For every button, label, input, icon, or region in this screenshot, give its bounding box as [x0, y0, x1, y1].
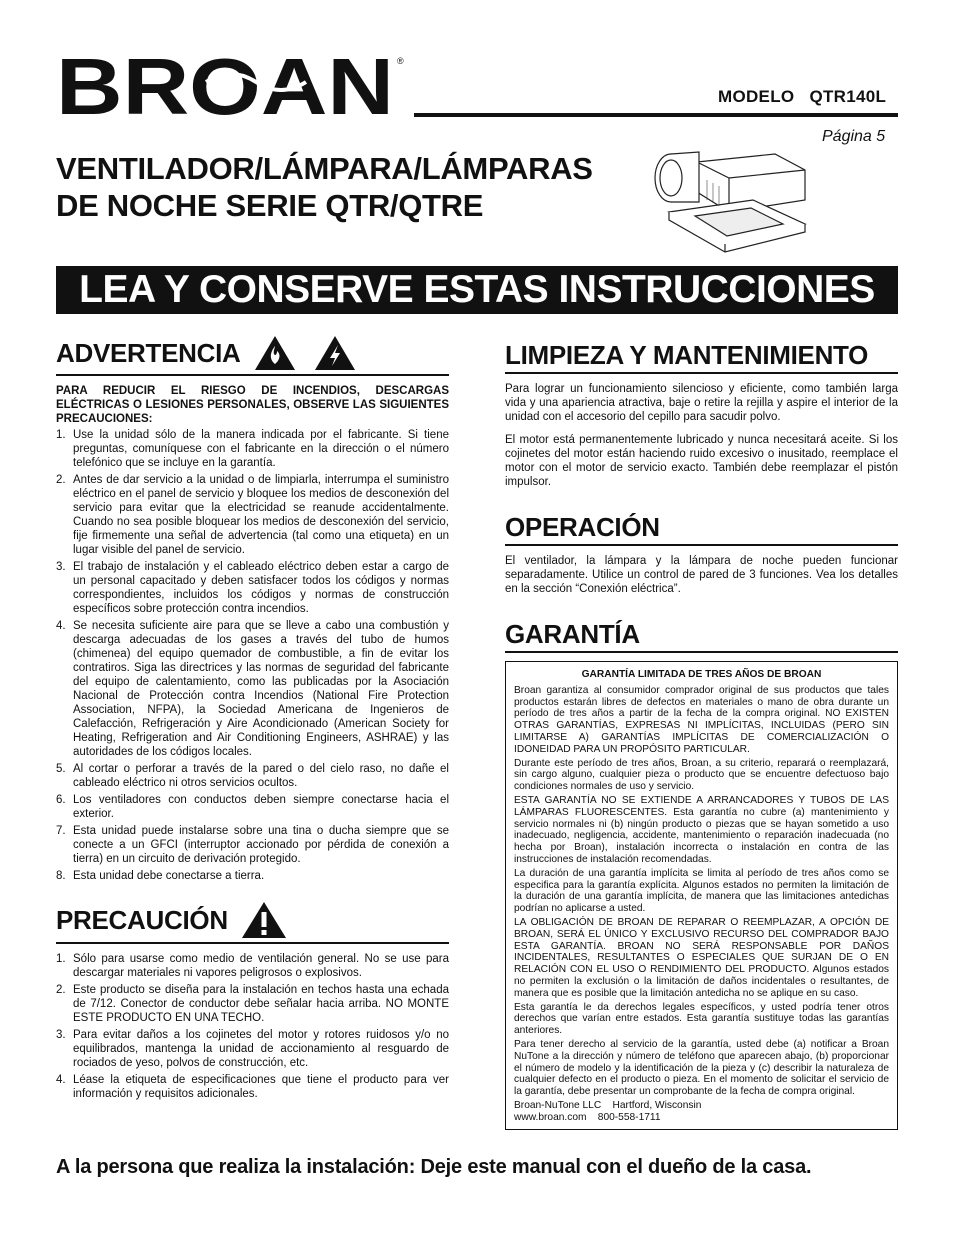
list-item: 4. Se necesita suficiente aire para que se lleve a cabo una combustión y descarga adecuadas de los gases a través del tubo de humos (chimenea) del equipo quemador de combustible, a fin de evitar los contratiros. Siga las directrices y las normas de seguridad del fabricante del equipo de calentamiento, como las publicadas por la Asociación Nacional de Protección contra Incendios (National Fire Protection Association, NFPA), la Sociedad Americana de Ingenieros de Calefacción, Refrigeración y Aire Acondicionado (American Society for Heating, Refrigeration and Air Conditioning Engineers, ASHRAE) y las autoridades de los códigos locales. [56, 620, 449, 758]
list-item: 1. Use la unidad sólo de la manera indicada por el fabricante. Si tiene preguntas, comuníquese con el fabricante en la dirección o el número telefónico que se incluye en la garantía. [56, 429, 449, 469]
broan-logo [56, 52, 406, 120]
limpieza-heading [505, 340, 898, 374]
advertencia-heading [56, 334, 449, 376]
warranty-paragraph: LA OBLIGACIÓN DE BROAN DE REPARAR O REEMPLAZAR, A OPCIÓN DE BROAN, SERÁ EL ÚNICO Y EXCLUSIVO RECURSO DEL COMPRADOR BAJO ESTA GARANTÍA. BROAN NO SERÁ RESPONSABLE POR DAÑOS INCIDENTALES, RESULTANTES O ESPECIALES QUE SURJAN DE O EN RELACIÓN CON EL USO O RENDIMIENTO DEL PRODUCTO. Algunos estados no permiten la exclusión o la limitación de daños incidentales o resultantes, de manera que es posible que la limitación antedicha no se aplique en su caso. [514, 916, 889, 999]
header-rule [414, 113, 898, 117]
operacion-title: OPERACIÓN [505, 512, 660, 542]
warranty-paragraph: Durante este período de tres años, Broan, a su criterio, reparará o reemplazará, sin cargo alguno, cualquier pieza o producto que se encuentre defectuoso bajo condiciones normales de uso y servicio. [514, 757, 889, 793]
limpieza-paragraph-1: Para lograr un funcionamiento silencioso y eficiente, como también larga vida y una apariencia atractiva, baje o retire la rejilla y aspire el interior de la unidad con el accesorio del cepillo para sacudir polvo. [505, 383, 898, 423]
model-number: MODELO QTR140L [718, 87, 887, 106]
list-item: 7. Esta unidad puede instalarse sobre una tina o ducha siempre que se conecte a un GFCI (interruptor accionado por pérdida de conexión a tierra) en un circuito de derivación protegido. [56, 825, 449, 865]
garantia-title: GARANTÍA [505, 619, 640, 649]
precaucion-list [56, 952, 449, 1101]
advertencia-title: ADVERTENCIA [56, 338, 241, 368]
precaucion-title: PRECAUCIÓN [56, 905, 228, 935]
warranty-contact-address: Broan-NuTone LLC Hartford, Wisconsin [514, 1099, 702, 1111]
list-item: 3. Para evitar daños a los cojinetes del motor y rotores ruidosos y/o no equilibrados, mantenga la unidad de accionamiento al resguardo de rociados de yeso, polvos de construcción, etc. [56, 1029, 449, 1069]
title-line-1: VENTILADOR/LÁMPARA/LÁMPARAS [56, 151, 593, 186]
fan-product-illustration [647, 140, 809, 258]
list-item: 3. El trabajo de instalación y el cableado eléctrico deben estar a cargo de un personal capacitado y deben satisfacer todos los códigos y normas correspondientes, incluidos los códigos y normas de construcción específicos sobre protección contra incendios. [56, 561, 449, 615]
warranty-paragraph: La duración de una garantía implícita se limita al período de tres años como se especifica para la garantía explícita. Algunos estados no permiten la limitación de la duración de una garantía implícita, de manera que las limitaciones antedichas podrían no aplicarse a usted. [514, 867, 889, 915]
operacion-paragraph: El ventilador, la lámpara y la lámpara de noche pueden funcionar separadamente. Utilice un control de pared de 3 funciones. Vea los detalles en la sección “Conexión eléctrica”. [505, 555, 898, 595]
list-item: 1. Sólo para usarse como medio de ventilación general. No se use para descargar materiales ni vapores peligrosos o explosivos. [56, 953, 449, 979]
list-item: 2. Este producto se diseña para la instalación en techos hasta una echada de 7/12. Conector de conductor debe señalar hacia arriba. NO MONTE ESTE PRODUCTO EN UNA TECHO. [56, 984, 449, 1024]
svg-text:®: ® [397, 56, 404, 66]
warranty-paragraph: Esta garantía le da derechos legales específicos, y usted podría tener otros derechos que varían entre estados. Esta garantía sustituye todas las garantías anteriores. [514, 1001, 889, 1037]
left-column [56, 334, 449, 1104]
fire-warning-icon [253, 334, 297, 372]
garantia-heading [505, 619, 898, 653]
precaucion-heading [56, 900, 449, 944]
list-item: 2. Antes de dar servicio a la unidad o de limpiarla, interrumpa el suministro eléctrico en el panel de servicio y bloquee los medios de desconexión del servicio para evitar que la electricidad se reanude accidentalmente. Cuando no sea posible bloquear los medios de desconexión del servicio, fije firmemente una señal de advertencia (tal como una etiqueta) en un lugar visible del panel de servicio. [56, 474, 449, 556]
warranty-paragraph: Broan garantiza al consumidor comprador original de sus productos que tales productos estarán libres de defectos en materiales o mano de obra durante un período de tres años a partir de la fecha de la compra original. NO EXISTEN OTRAS GARANTÍAS, EXPRESAS NI IMPLÍCITAS, INCLUIDAS (PERO SIN LIMITARSE A) GARANTÍAS IMPLÍCITAS DE COMERCIALIZACIÓN O IDONEIDAD PARA UN PROPÓSITO PARTICULAR. [514, 684, 889, 755]
installer-note: A la persona que realiza la instalación: Deje este manual con el dueño de la casa. [56, 1156, 812, 1178]
page-number: Página 5 [822, 128, 886, 145]
svg-text:BROAN: BROAN [56, 52, 394, 120]
list-item: 6. Los ventiladores con conductos deben siempre conectarse hacia el exterior. [56, 794, 449, 820]
list-item: 8. Esta unidad debe conectarse a tierra. [56, 870, 265, 882]
warranty-contact-web-phone: www.broan.com 800-558-1711 [514, 1111, 661, 1123]
limpieza-title: LIMPIEZA Y MANTENIMIENTO [505, 340, 869, 370]
list-item: 4. Léase la etiqueta de especificaciones que tiene el producto para ver información y requisitos adicionales. [56, 1074, 449, 1100]
advertencia-intro: PARA REDUCIR EL RIESGO DE INCENDIOS, DESCARGAS ELÉCTRICAS O LESIONES PERSONALES, OBSERVE LAS SIGUIENTES PRECAUCIONES: [56, 385, 449, 425]
right-column [505, 340, 898, 1130]
warranty-box [505, 661, 898, 1130]
document-title [56, 150, 646, 224]
warranty-title: GARANTÍA LIMITADA DE TRES AÑOS DE BROAN [581, 669, 822, 680]
banner-heading: LEA Y CONSERVE ESTAS INSTRUCCIONES [56, 266, 898, 314]
limpieza-paragraph-2: El motor está permanentemente lubricado y nunca necesitará aceite. Si los cojinetes del motor están haciendo ruido excesivo o inusitado, reemplace el motor con el motor de servicio exacto. También debe reemplazar el pistón impulsor. [505, 434, 898, 488]
electric-shock-warning-icon [313, 334, 357, 372]
warranty-paragraph: ESTA GARANTÍA NO SE EXTIENDE A ARRANCADORES Y TUBOS DE LAS LÁMPARAS FLUORESCENTES. Esta garantía no cubre (a) mantenimiento y servicio normales ni (b) ningún producto o piezas que se hayan sometido a uso inadecuado, negligencia, accidente, mantenimiento o reparación inadecuada (no hecha por Broan), instalación incorrecta o instalación en contra de las instrucciones de instalación recomendadas. [514, 794, 889, 865]
list-item: 5. Al cortar o perforar a través de la pared o del cielo raso, no dañe el cableado eléctrico ni otros servicios ocultos. [56, 763, 449, 789]
caution-icon [240, 900, 288, 940]
title-line-2: DE NOCHE SERIE QTR/QTRE [56, 188, 484, 223]
operacion-heading [505, 512, 898, 546]
warranty-paragraph: Para tener derecho al servicio de la garantía, usted debe (a) notificar a Broan NuTone a la dirección y número de teléfono que aparecen abajo, (b) proporcionar el número de modelo y la identificación de la pieza y (c) describir la naturaleza de cualquier defecto en el producto o pieza. En el momento de solicitar el servicio de la garantía, debe presentar un comprobante de la fecha de compra original. [514, 1038, 889, 1098]
advertencia-list [56, 428, 449, 883]
